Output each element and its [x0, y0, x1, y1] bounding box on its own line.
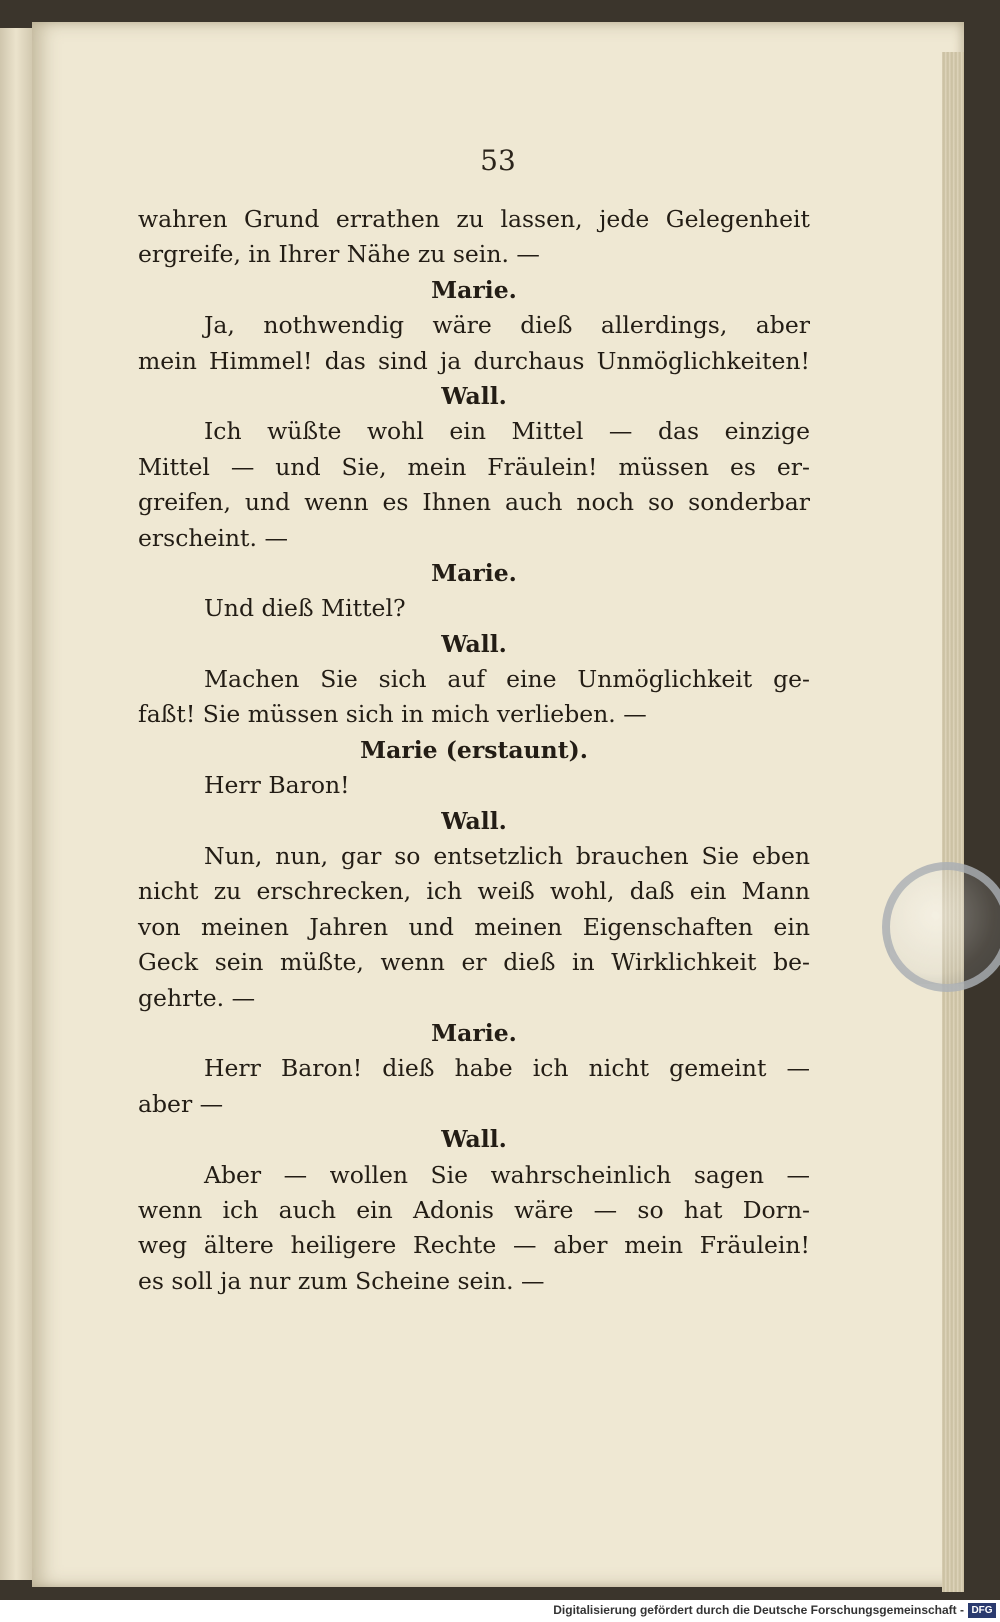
text-line: nicht zu erschrecken, ich weiß wohl, daß ein Mann — [138, 877, 810, 906]
facing-page-edge — [0, 28, 32, 1580]
speaker-name: Wall. — [441, 629, 507, 658]
text-line: Ich wüßte wohl ein Mittel — das einzige — [204, 417, 810, 446]
footer-bar — [0, 1600, 1000, 1622]
footer-credit: Digitalisierung gefördert durch die Deutsche Forschungsgemeinschaft - — [553, 1603, 964, 1617]
dfg-logo-icon: DFG — [968, 1603, 996, 1618]
text-line: gehrte. — — [138, 983, 256, 1012]
text-line: von meinen Jahren und meinen Eigenschaften ein — [138, 912, 810, 941]
book-page — [32, 22, 964, 1587]
text-line: Aber — wollen Sie wahrscheinlich sagen — — [204, 1160, 810, 1189]
text-line: Geck sein müßte, wenn er dieß in Wirklichkeit be- — [138, 948, 810, 977]
speaker-name: Marie (erstaunt). — [360, 735, 588, 764]
text-line: erscheint. — — [138, 523, 288, 552]
page-number: 53 — [480, 144, 516, 177]
page-stack-edge — [942, 52, 964, 1592]
text-line: Ja, nothwendig wäre dieß allerdings, aber — [204, 311, 810, 340]
text-line: greifen, und wenn es Ihnen auch noch so sonderbar — [138, 488, 810, 517]
text-line: Nun, nun, gar so entsetzlich brauchen Sie eben — [204, 842, 810, 871]
speaker-name: Wall. — [441, 1125, 507, 1154]
speaker-name: Marie. — [431, 558, 517, 587]
page-weight-clip — [882, 862, 1000, 992]
page-text — [138, 202, 810, 1299]
speaker-name: Wall. — [441, 806, 507, 835]
text-line: aber — — [138, 1089, 224, 1118]
speaker-name: Marie. — [431, 1018, 517, 1047]
text-line: wahren Grund errathen zu lassen, jede Gelegenheit — [138, 205, 810, 233]
text-line: Machen Sie sich auf eine Unmöglichkeit ge- — [204, 665, 810, 694]
text-line: es soll ja nur zum Scheine sein. — — [138, 1266, 545, 1295]
text-line: Mittel — und Sie, mein Fräulein! müssen es er- — [138, 452, 810, 481]
text-line: mein Himmel! das sind ja durchaus Unmöglichkeiten! — [138, 346, 810, 375]
text-line: Und dieß Mittel? — [204, 594, 406, 623]
text-line: ergreife, in Ihrer Nähe zu sein. — — [138, 240, 540, 269]
text-line: faßt! Sie müssen sich in mich verlieben. — — [138, 700, 647, 729]
text-line: weg ältere heiligere Rechte — aber mein Fräulein! — [138, 1231, 810, 1260]
speaker-name: Marie. — [431, 275, 517, 304]
text-line: wenn ich auch ein Adonis wäre — so hat Dorn- — [138, 1195, 810, 1224]
text-line: Herr Baron! — [204, 771, 350, 800]
text-line: Herr Baron! dieß habe ich nicht gemeint — — [204, 1054, 810, 1083]
speaker-name: Wall. — [441, 381, 507, 410]
